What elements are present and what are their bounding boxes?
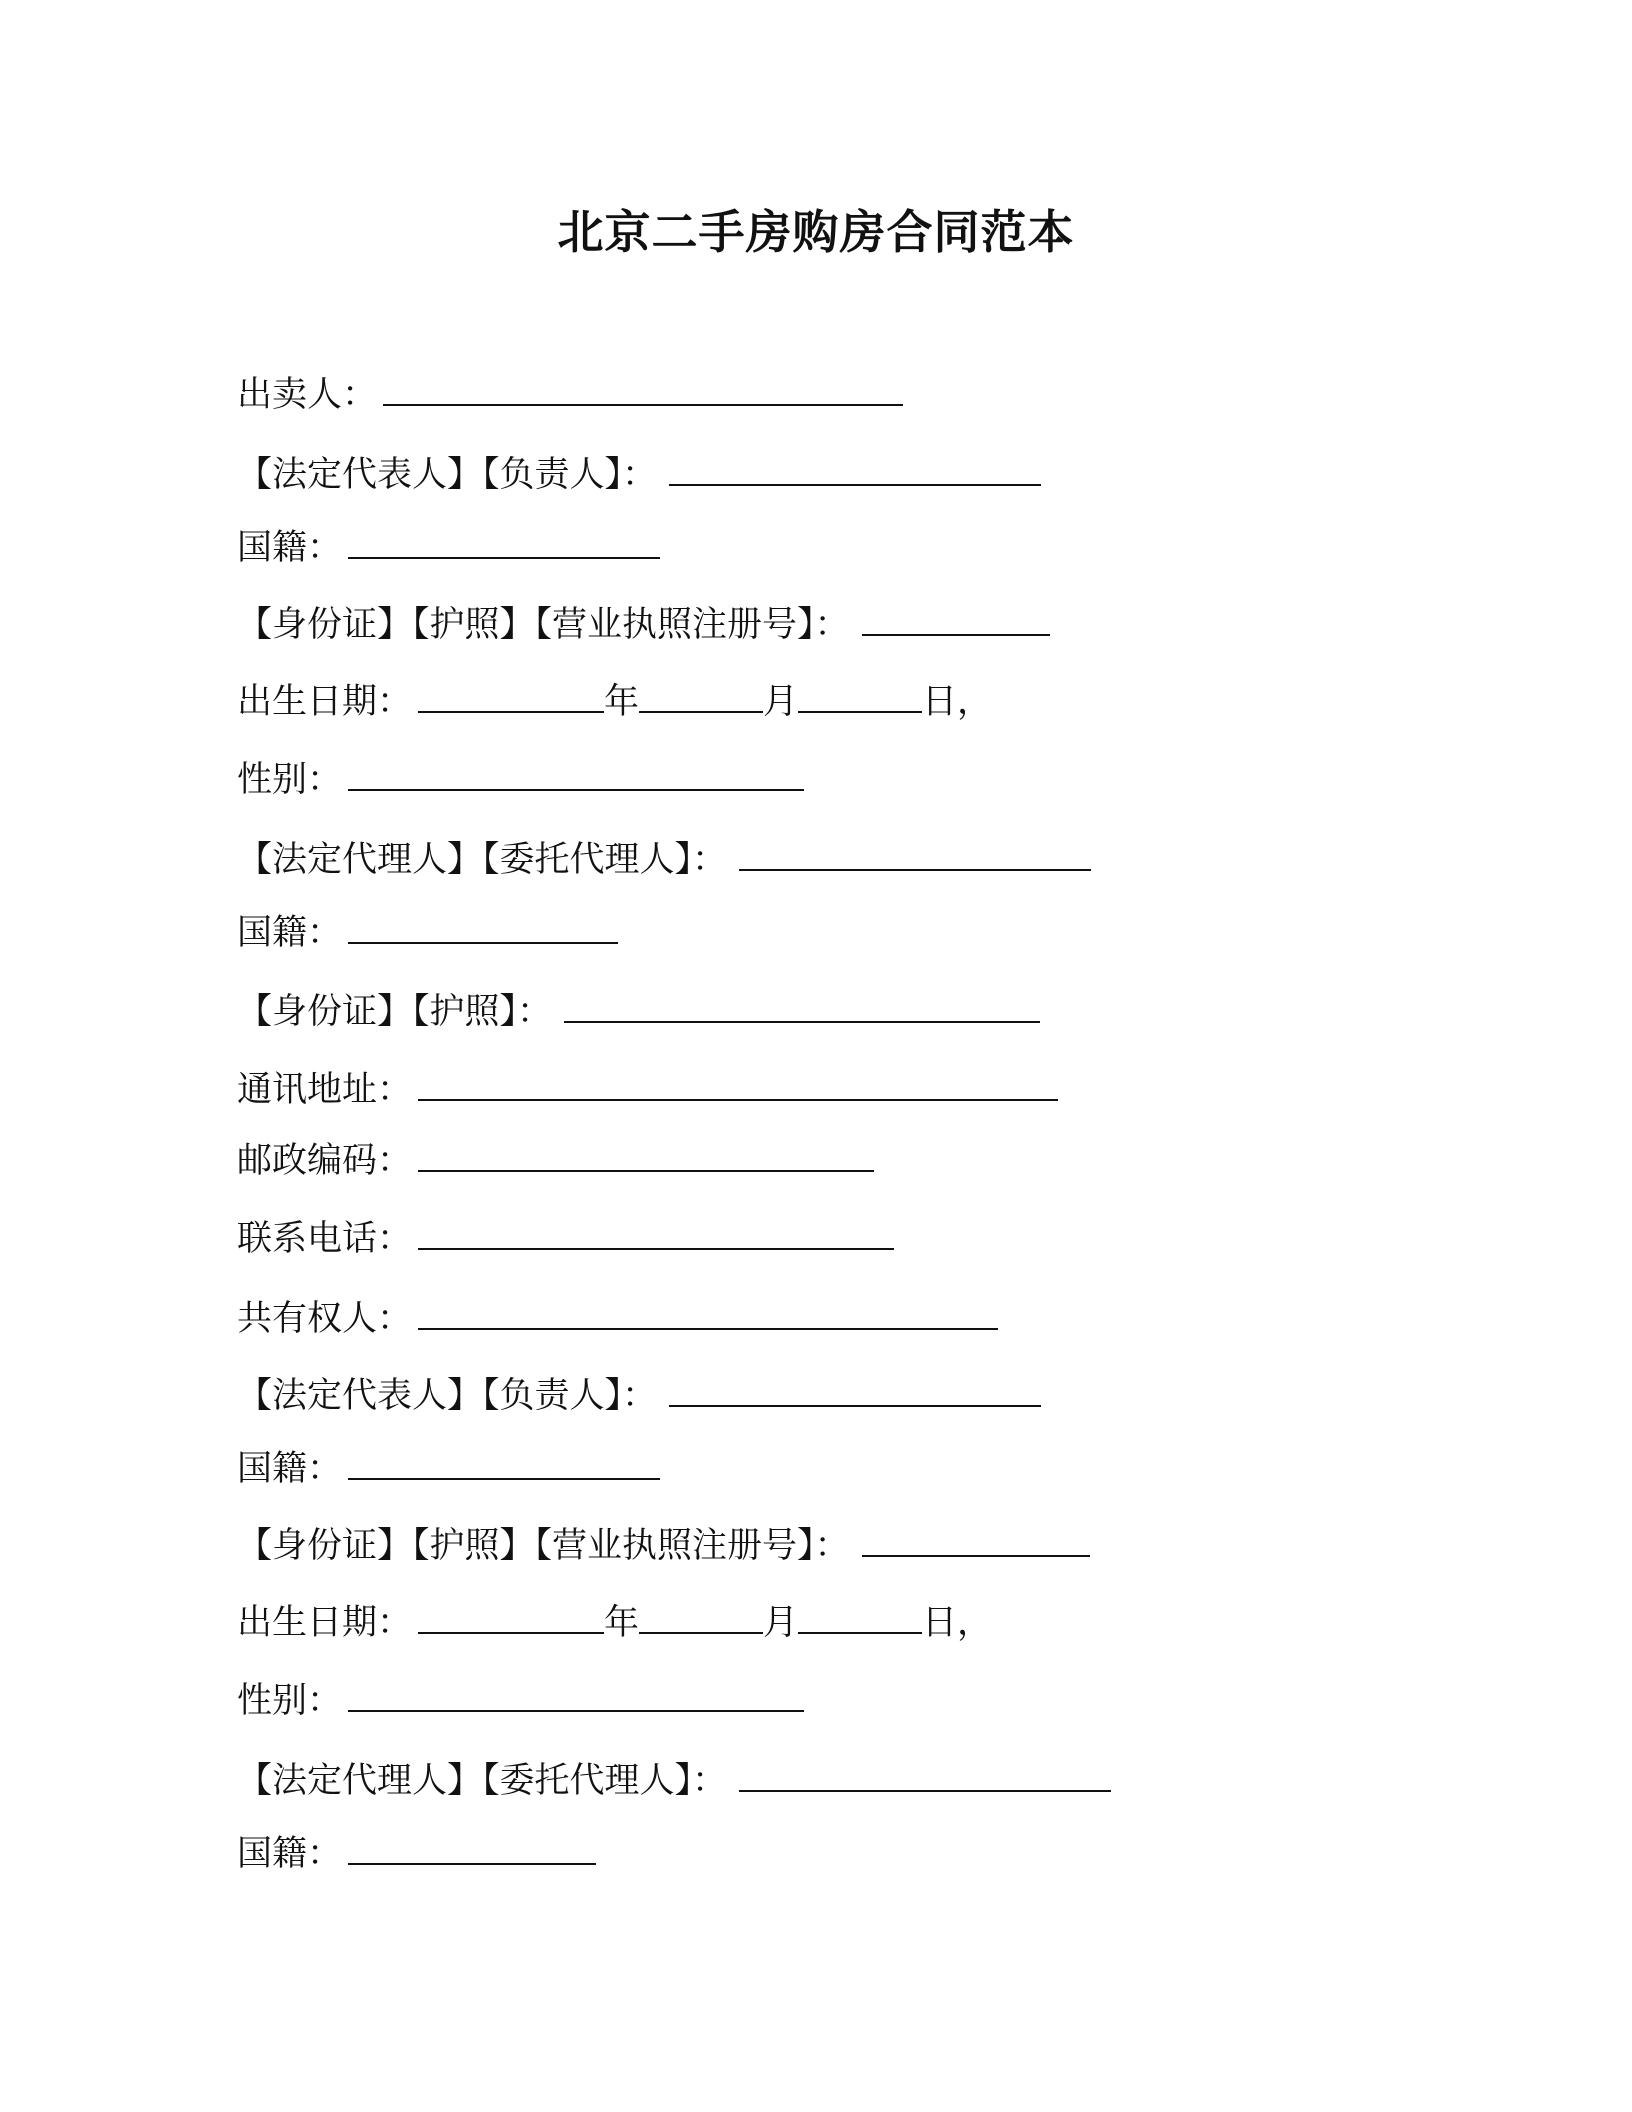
co-owner-month-label: 月 (763, 1603, 799, 1643)
seller-id-row (237, 598, 1050, 646)
seller-day-label: 日， (922, 682, 993, 722)
co-owner-nationality-row (237, 1442, 660, 1490)
seller-legal-rep-blank[interactable] (669, 448, 1041, 486)
seller-legal-rep-label: 【法定代表人】【负责人】： (237, 455, 658, 495)
seller-agent-id-row (237, 985, 1040, 1033)
seller-id-blank[interactable] (862, 598, 1050, 636)
seller-postal-label: 邮政编码： (237, 1141, 413, 1181)
seller-phone-row (237, 1212, 894, 1260)
co-owner-agent-row (237, 1754, 1111, 1802)
co-owner-legal-rep-label: 【法定代表人】【负责人】： (237, 1376, 658, 1416)
seller-postal-blank[interactable] (418, 1134, 874, 1172)
seller-agent-nationality-row (237, 906, 618, 954)
co-owner-agent-nationality-row (237, 1827, 596, 1875)
seller-phone-label: 联系电话： (237, 1219, 413, 1259)
co-owner-birth-label: 出生日期： (237, 1603, 413, 1643)
seller-nationality-row (237, 521, 660, 569)
co-owner-nationality-blank[interactable] (348, 1442, 660, 1480)
seller-year-label: 年 (604, 682, 640, 722)
seller-phone-blank[interactable] (418, 1212, 894, 1250)
seller-address-blank[interactable] (418, 1063, 1058, 1101)
seller-address-row (237, 1063, 1058, 1111)
co-owner-id-row (237, 1519, 1090, 1567)
seller-agent-nationality-label: 国籍： (237, 913, 343, 953)
co-owner-agent-nationality-label: 国籍： (237, 1834, 343, 1874)
co-owner-legal-rep-blank[interactable] (669, 1369, 1041, 1407)
seller-birth-day-blank[interactable] (798, 675, 922, 713)
seller-legal-rep-row (237, 448, 1041, 496)
co-owner-birth-day-blank[interactable] (798, 1596, 922, 1634)
co-owner-id-blank[interactable] (862, 1519, 1090, 1557)
seller-gender-row (237, 753, 804, 801)
seller-gender-blank[interactable] (348, 753, 804, 791)
co-owner-gender-blank[interactable] (348, 1674, 804, 1712)
seller-agent-id-blank[interactable] (564, 985, 1040, 1023)
co-owner-name-blank[interactable] (418, 1292, 998, 1330)
co-owner-legal-rep-row (237, 1369, 1041, 1417)
co-owner-gender-label: 性别： (237, 1681, 343, 1721)
co-owner-birth-row (237, 1596, 992, 1644)
seller-birth-row (237, 675, 992, 723)
seller-birth-year-blank[interactable] (418, 675, 604, 713)
seller-nationality-blank[interactable] (348, 521, 660, 559)
seller-postal-row (237, 1134, 874, 1182)
seller-agent-row (237, 833, 1091, 881)
seller-birth-month-blank[interactable] (639, 675, 763, 713)
seller-agent-nationality-blank[interactable] (348, 906, 618, 944)
seller-name-row (237, 368, 903, 416)
seller-agent-blank[interactable] (739, 833, 1091, 871)
seller-id-label: 【身份证】【护照】【营业执照注册号】： (237, 605, 850, 645)
co-owner-name-label: 共有权人： (237, 1299, 413, 1339)
seller-nationality-label: 国籍： (237, 528, 343, 568)
co-owner-name-row (237, 1292, 998, 1340)
seller-month-label: 月 (763, 682, 799, 722)
document-title: 北京二手房购房合同范本 (557, 205, 1075, 259)
seller-agent-label: 【法定代理人】【委托代理人】： (237, 840, 728, 880)
co-owner-gender-row (237, 1674, 804, 1722)
seller-agent-id-label: 【身份证】【护照】： (237, 992, 553, 1032)
co-owner-year-label: 年 (604, 1603, 640, 1643)
co-owner-day-label: 日， (922, 1603, 993, 1643)
co-owner-nationality-label: 国籍： (237, 1449, 343, 1489)
co-owner-id-label: 【身份证】【护照】【营业执照注册号】： (237, 1526, 850, 1566)
seller-name-label: 出卖人： (237, 375, 378, 415)
seller-gender-label: 性别： (237, 760, 343, 800)
seller-birth-label: 出生日期： (237, 682, 413, 722)
co-owner-birth-year-blank[interactable] (418, 1596, 604, 1634)
co-owner-agent-label: 【法定代理人】【委托代理人】： (237, 1761, 728, 1801)
seller-address-label: 通讯地址： (237, 1070, 413, 1110)
co-owner-agent-blank[interactable] (739, 1754, 1111, 1792)
co-owner-agent-nationality-blank[interactable] (348, 1827, 596, 1865)
seller-name-blank[interactable] (383, 368, 903, 406)
co-owner-birth-month-blank[interactable] (639, 1596, 763, 1634)
